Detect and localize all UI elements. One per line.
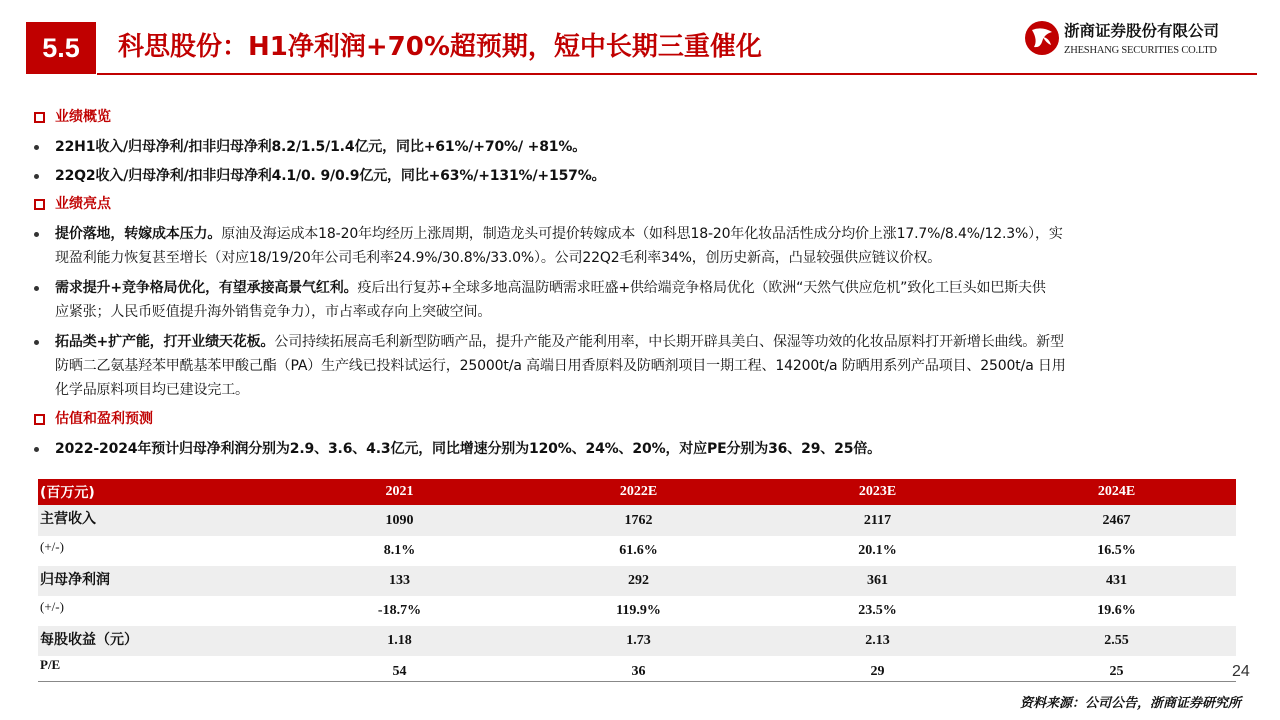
section-number-badge — [26, 22, 96, 74]
section-heading-highlights: 业绩亮点 — [55, 196, 111, 212]
bullet-icon — [34, 174, 39, 179]
table-header-unit: (百万元) — [40, 485, 95, 501]
table-header-2022e: 2022E — [619, 484, 658, 499]
page-title: 科思股份：H1净利润+70%超预期，短中长期三重催化 — [118, 32, 762, 62]
highlight-text: 原油及海运成本18-20年均经历上涨周期，制造龙头可提价转嫁成本（如科思18-20年化妆品活性成分均价上涨17.7%/8.4%/12.3%），实 — [221, 226, 1063, 242]
section-marker-icon — [34, 199, 45, 210]
table-row-label: (+/-) — [40, 539, 64, 554]
highlight-bullet-pricing-cont: 现盈利能力恢复甚至增长（对应18/19/20年公司毛利率24.9%/30.8%/33.0%）。公司22Q2毛利率34%，创历史新高，凸显较强供应链议价权。 — [55, 250, 942, 266]
section-heading-overview: 业绩概览 — [55, 109, 111, 125]
table-cell: 54 — [392, 664, 407, 679]
table-cell: 1762 — [624, 512, 653, 528]
section-heading-valuation: 估值和盈利预测 — [55, 411, 153, 427]
bullet-icon — [34, 145, 39, 150]
table-header-row — [38, 479, 1236, 505]
table-cell: 2467 — [1102, 512, 1131, 528]
overview-bullet-h1: 22H1收入/归母净利/扣非归母净利8.2/1.5/1.4亿元，同比+61%/+70%/ +81%。 — [55, 139, 587, 155]
highlight-text: 疫后出行复苏+全球多地高温防晒需求旺盛+供给端竞争格局优化（欧洲“天然气供应危机”致化工巨头如巴斯夫供 — [357, 280, 1046, 296]
logo-english-name: ZHESHANG SECURITIES CO.LTD — [1064, 45, 1217, 56]
logo-chinese-name: 浙商证券股份有限公司 — [1064, 22, 1220, 40]
table-row-label: (+/-) — [40, 599, 64, 614]
source-note: 资料来源：公司公告，浙商证券研究所 — [1020, 696, 1242, 711]
table-cell: 1090 — [385, 512, 414, 528]
highlight-bullet-capacity — [55, 331, 1064, 353]
bullet-icon — [34, 232, 39, 237]
table-row-revenue-growth — [38, 536, 1236, 566]
company-logo — [1024, 20, 1254, 62]
table-cell: 23.5% — [858, 603, 897, 618]
table-header-2021: 2021 — [385, 484, 414, 499]
zheshang-logo-icon — [1024, 20, 1060, 56]
table-cell: 29 — [870, 664, 885, 679]
table-cell: 119.9% — [616, 603, 661, 618]
bullet-icon — [34, 447, 39, 452]
table-cell: 2.13 — [865, 633, 890, 648]
highlight-bullet-demand-cont: 应紧张；人民币贬值提升海外销售竞争力），市占率或存向上突破空间。 — [55, 304, 492, 320]
table-cell: 36 — [631, 664, 646, 679]
table-cell: 431 — [1106, 573, 1127, 588]
section-marker-icon — [34, 414, 45, 425]
table-cell: -18.7% — [377, 603, 422, 618]
highlight-bullet-capacity-cont2: 化学品原料项目均已建设完工。 — [55, 382, 249, 398]
highlight-bullet-pricing — [55, 223, 1063, 245]
table-cell: 16.5% — [1097, 543, 1136, 558]
table-row-net-profit — [38, 566, 1236, 596]
highlight-bullet-capacity-cont: 防晒二乙氨基羟苯甲酰基苯甲酸己酯（PA）生产线已投料试运行，25000t/a 高端日用香原料及防晒剂项目一期工程、14200t/a 防晒用系列产品项目、2500t/a 日用 — [55, 358, 1066, 374]
table-bottom-rule — [38, 681, 1236, 682]
valuation-bullet: 2022-2024年预计归母净利润分别为2.9、3.6、4.3亿元，同比增速分别为120%、24%、20%，对应PE分别为36、29、25倍。 — [55, 441, 882, 457]
table-row-eps — [38, 626, 1236, 656]
bullet-icon — [34, 286, 39, 291]
table-row-net-profit-growth — [38, 596, 1236, 626]
highlight-lead: 提价落地，转嫁成本压力。 — [55, 226, 222, 242]
table-cell: 2117 — [863, 512, 892, 528]
highlight-lead: 需求提升+竞争格局优化，有望承接高景气红利。 — [55, 280, 358, 296]
table-cell: 20.1% — [858, 543, 897, 558]
section-marker-icon — [34, 112, 45, 123]
table-row-pe — [38, 656, 1236, 681]
table-cell: 61.6% — [619, 543, 658, 558]
table-row-label: 每股收益（元） — [40, 632, 138, 648]
table-cell: 8.1% — [383, 543, 416, 558]
table-row-label: 主营收入 — [40, 511, 96, 527]
table-cell: 25 — [1109, 664, 1124, 679]
table-cell: 19.6% — [1097, 603, 1136, 618]
overview-bullet-q2: 22Q2收入/归母净利/扣非归母净利4.1/0. 9/0.9亿元，同比+63%/+131%/+157%。 — [55, 168, 606, 184]
table-cell: 292 — [628, 573, 649, 588]
highlight-bullet-demand — [55, 277, 1046, 299]
table-row-label: P/E — [40, 657, 61, 672]
bullet-icon — [34, 340, 39, 345]
table-cell: 361 — [867, 573, 888, 588]
table-header-2023e: 2023E — [858, 484, 897, 499]
highlight-text: 公司持续拓展高毛利新型防晒产品，提升产能及产能利用率，中长期开辟具美白、保湿等功效的化妆品原料打开新增长曲线。新型 — [274, 334, 1064, 350]
highlight-lead: 拓品类+扩产能，打开业绩天花板。 — [55, 334, 275, 350]
table-cell: 1.73 — [626, 633, 651, 648]
table-cell: 1.18 — [387, 633, 412, 648]
page-number: 24 — [1232, 663, 1250, 680]
section-number: 5.5 — [42, 33, 80, 63]
table-row-revenue — [38, 505, 1236, 536]
table-header-2024e: 2024E — [1097, 484, 1136, 499]
table-cell: 2.55 — [1104, 633, 1129, 648]
header-rule — [97, 73, 1257, 75]
table-cell: 133 — [389, 573, 410, 588]
table-row-label: 归母净利润 — [40, 572, 110, 588]
